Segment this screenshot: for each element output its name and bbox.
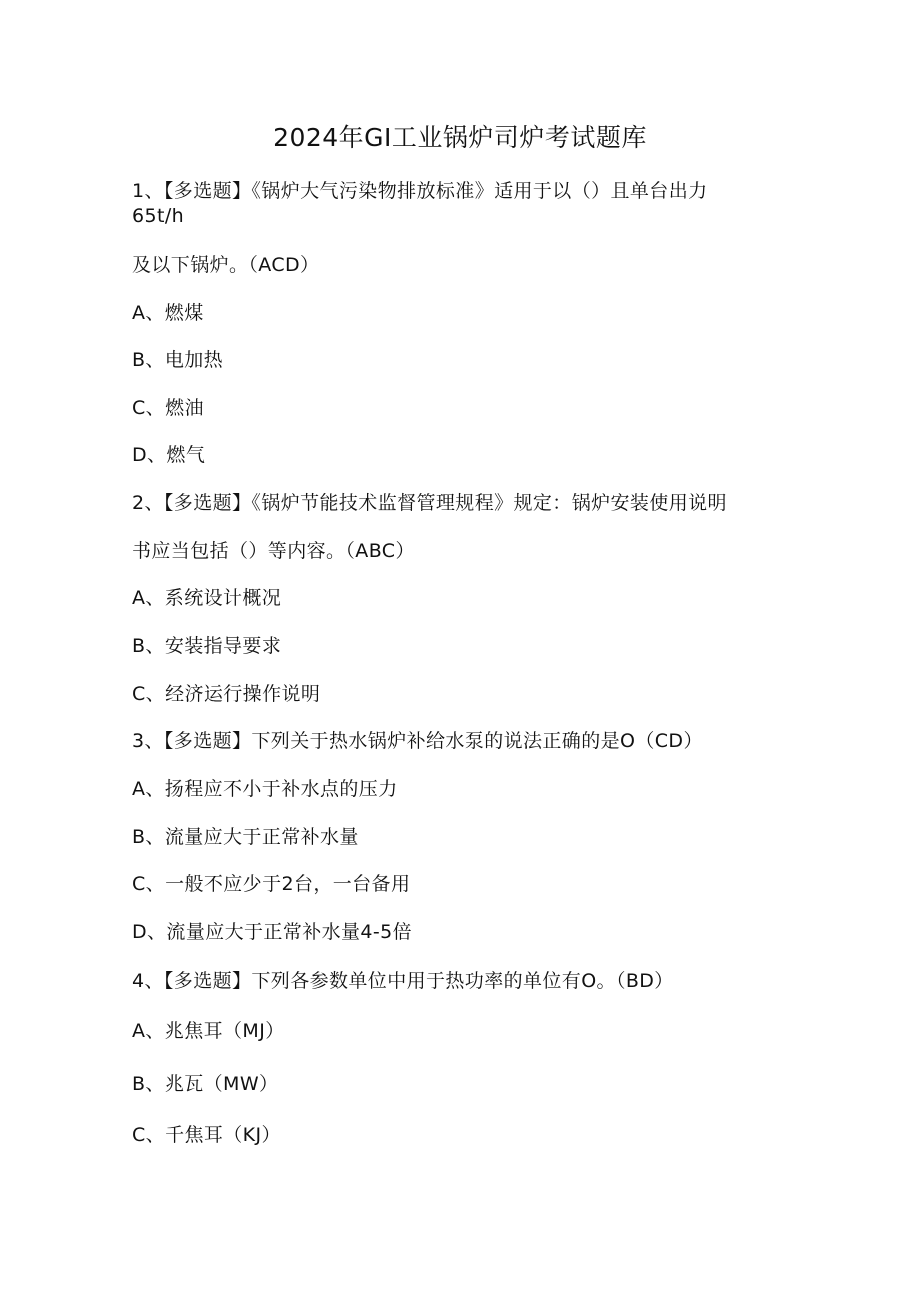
question-2-option-a: A、系统设计概况: [132, 587, 282, 609]
question-3-option-c: C、一般不应少于2台，一台备用: [132, 873, 411, 895]
question-1-option-b: B、电加热: [132, 349, 224, 371]
question-1-stem-line-3: 及以下锅炉。（ACD）: [132, 254, 320, 276]
question-3-stem: 3、【多选题】下列关于热水锅炉补给水泵的说法正确的是O（CD）: [132, 730, 703, 752]
question-4-option-a: A、兆焦耳（MJ）: [132, 1020, 285, 1042]
question-2-stem-line-1: 2、【多选题】《锅炉节能技术监督管理规程》规定：锅炉安装使用说明: [132, 492, 727, 514]
question-2-option-c: C、经济运行操作说明: [132, 683, 321, 705]
question-3-option-a: A、扬程应不小于补水点的压力: [132, 778, 398, 800]
question-4-option-b: B、兆瓦（MW）: [132, 1073, 279, 1095]
question-3-option-b: B、流量应大于正常补水量: [132, 826, 359, 848]
question-1-stem-line-2: 65t∕h: [132, 205, 185, 227]
question-1-option-a: A、燃煤: [132, 302, 204, 324]
question-3-option-d: D、流量应大于正常补水量4-5倍: [132, 921, 413, 943]
question-1-option-d: D、燃气: [132, 444, 206, 466]
question-4-stem: 4、【多选题】下列各参数单位中用于热功率的单位有O。（BD）: [132, 970, 674, 992]
document-title: 2024年GI工业锅炉司炉考试题库: [273, 123, 647, 152]
question-2-stem-line-2: 书应当包括（）等内容。（ABC）: [132, 540, 415, 562]
question-4-option-c: C、千焦耳（KJ）: [132, 1124, 281, 1146]
question-2-option-b: B、安装指导要求: [132, 635, 282, 657]
question-1-stem-line-1: 1、【多选题】《锅炉大气污染物排放标准》适用于以（）且单台出力: [132, 180, 708, 202]
question-1-option-c: C、燃油: [132, 397, 204, 419]
